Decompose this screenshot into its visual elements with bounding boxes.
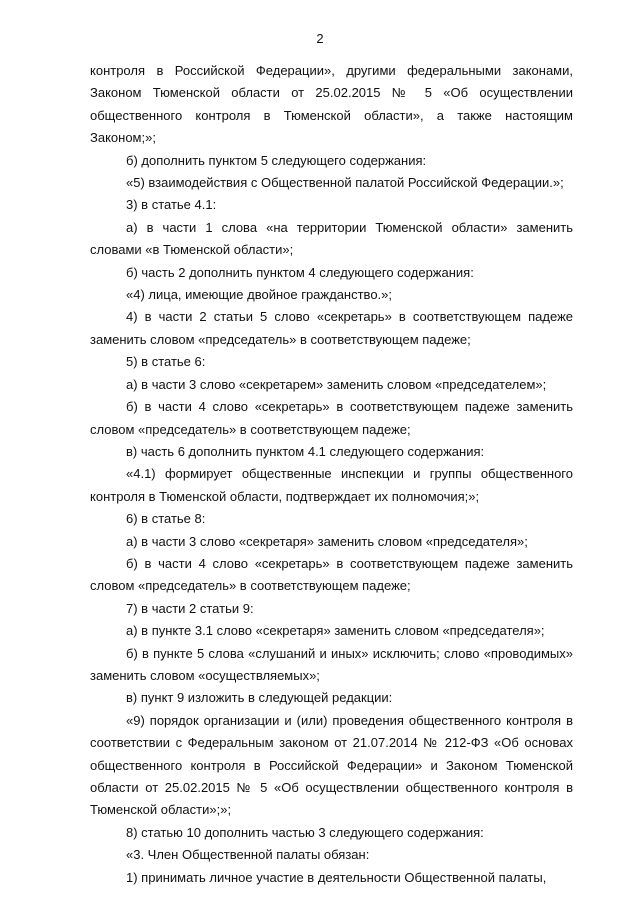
paragraph: 7) в части 2 статьи 9: xyxy=(126,600,254,616)
paragraph: «4.1) формирует общественные инспекции и группы общественного контроля в Тюменской области, подтверждает их полномочия;»; xyxy=(90,466,573,504)
paragraph: а) в части 1 слова «на территории Тюменской области» заменить словами «в Тюменской области»; xyxy=(90,219,573,258)
page-number: 2 xyxy=(316,31,324,46)
paragraph: б) в части 4 слово «секретарь» в соответствующем падеже заменить словом «председатель» в соответствующем падеже; xyxy=(90,555,573,594)
paragraph: «4) лица, имеющие двойное гражданство.»; xyxy=(126,287,393,303)
paragraph: б) дополнить пунктом 5 следующего содержания: xyxy=(126,152,427,168)
paragraph: 5) в статье 6: xyxy=(126,354,206,370)
paragraph: «5) взаимодействия с Общественной палатой Российской Федерации.»; xyxy=(126,175,564,191)
paragraph: б) часть 2 дополнить пунктом 4 следующего содержания: xyxy=(126,264,474,280)
paragraph: 4) в части 2 статьи 5 слово «секретарь» в соответствующем падеже заменить словом «председатель» в соответствующем падеже; xyxy=(90,309,573,347)
paragraph: «9) порядок организации и (или) проведения общественного контроля в соответствии с Федеральным законом от 21.07.2014 № 212-ФЗ «Об основах общественного контроля в Российской Федерации» и Законом Тюменской области от 25.02.2015 № 5 «Об осуществлении общественного контроля в Тюменской области»;»; xyxy=(90,712,573,818)
paragraph: 6) в статье 8: xyxy=(126,511,206,527)
paragraph: «3. Член Общественной палаты обязан: xyxy=(126,847,370,863)
paragraph: б) в пункте 5 слова «слушаний и иных» исключить; слово «проводимых» заменить словом «осуществляемых»; xyxy=(90,645,573,683)
paragraph: 8) статью 10 дополнить частью 3 следующего содержания: xyxy=(126,824,484,840)
paragraph: а) в пункте 3.1 слово «секретаря» заменить словом «председателя»; xyxy=(126,623,545,639)
paragraph: а) в части 3 слово «секретарем» заменить словом «председателем»; xyxy=(126,376,547,392)
paragraph: контроля в Российской Федерации», другими федеральными законами, Законом Тюменской области от 25.02.2015 № 5 «Об осуществлении общественного контроля в Тюменской области», а также настоящим Законом;»; xyxy=(90,63,573,146)
paragraph: в) часть 6 дополнить пунктом 4.1 следующего содержания: xyxy=(126,443,485,459)
paragraph: б) в части 4 слово «секретарь» в соответствующем падеже заменить словом «председатель» в соответствующем падеже; xyxy=(90,399,573,437)
paragraph: 1) принимать личное участие в деятельности Общественной палаты, xyxy=(126,869,547,885)
paragraph: 3) в статье 4.1: xyxy=(126,197,217,213)
document-body xyxy=(90,60,573,889)
paragraph: а) в части 3 слово «секретаря» заменить словом «председателя»; xyxy=(126,533,528,549)
paragraph: в) пункт 9 изложить в следующей редакции: xyxy=(126,690,393,706)
